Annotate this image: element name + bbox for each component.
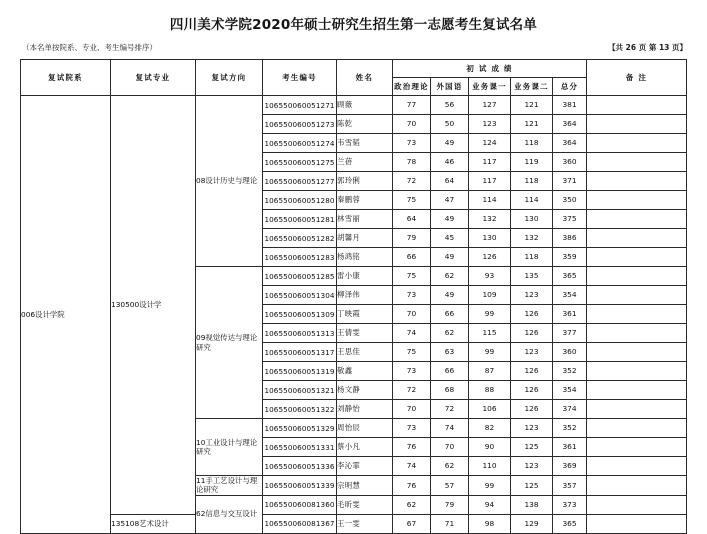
cell-politics: 75 <box>393 191 431 210</box>
col-header-course2: 业务课二 <box>511 78 553 96</box>
cell-course1: 99 <box>469 476 511 496</box>
cell-politics: 67 <box>393 514 431 533</box>
cell-course1: 99 <box>469 343 511 362</box>
cell-name: 周怡辰 <box>337 419 393 438</box>
cell-course2: 123 <box>511 457 553 476</box>
cell-course2: 132 <box>511 229 553 248</box>
cell-foreign: 66 <box>431 362 469 381</box>
col-header-dept: 复试院系 <box>21 60 111 96</box>
cell-name: 兰蓓 <box>337 153 393 172</box>
cell-remark <box>587 457 687 476</box>
cell-foreign: 72 <box>431 400 469 419</box>
cell-foreign: 49 <box>431 248 469 267</box>
cell-course1: 117 <box>469 172 511 191</box>
col-header-remark: 备 注 <box>587 60 687 96</box>
cell-foreign: 62 <box>431 457 469 476</box>
cell-name: 林雪丽 <box>337 210 393 229</box>
cell-course2: 118 <box>511 134 553 153</box>
cell-total: 361 <box>553 438 587 457</box>
cell-remark <box>587 381 687 400</box>
cell-foreign: 68 <box>431 381 469 400</box>
cell-total: 352 <box>553 362 587 381</box>
cell-course1: 90 <box>469 438 511 457</box>
cell-course1: 130 <box>469 229 511 248</box>
cell-candidate-no: 106550060051274 <box>263 134 337 153</box>
cell-foreign: 56 <box>431 96 469 115</box>
cell-course2: 119 <box>511 153 553 172</box>
cell-course1: 126 <box>469 248 511 267</box>
cell-course2: 123 <box>511 343 553 362</box>
cell-politics: 77 <box>393 96 431 115</box>
cell-total: 377 <box>553 324 587 343</box>
cell-name: 蔡小凡 <box>337 438 393 457</box>
cell-foreign: 64 <box>431 172 469 191</box>
cell-remark <box>587 343 687 362</box>
cell-politics: 73 <box>393 134 431 153</box>
table-row <box>21 514 687 533</box>
table-header <box>21 60 687 96</box>
cell-foreign: 62 <box>431 267 469 286</box>
cell-name: 郭玲俐 <box>337 172 393 191</box>
page-title: 四川美术学院2020年硕士研究生招生第一志愿考生复试名单 <box>169 17 538 33</box>
cell-politics: 73 <box>393 419 431 438</box>
cell-candidate-no: 106550060051317 <box>263 343 337 362</box>
cell-politics: 70 <box>393 305 431 324</box>
cell-total: 364 <box>553 115 587 134</box>
cell-course2: 126 <box>511 324 553 343</box>
cell-course1: 115 <box>469 324 511 343</box>
cell-remark <box>587 248 687 267</box>
document-page <box>0 13 707 528</box>
cell-candidate-no: 106550060081360 <box>263 495 337 514</box>
cell-candidate-no: 106550060051285 <box>263 267 337 286</box>
cell-course1: 94 <box>469 495 511 514</box>
cell-candidate-no: 106550060051322 <box>263 400 337 419</box>
cell-remark <box>587 362 687 381</box>
cell-politics: 74 <box>393 324 431 343</box>
cell-course2: 135 <box>511 267 553 286</box>
page-indicator: 【共 26 页 第 13 页】 <box>608 43 687 52</box>
cell-politics: 73 <box>393 362 431 381</box>
cell-total: 373 <box>553 495 587 514</box>
cell-foreign: 57 <box>431 476 469 496</box>
cell-candidate-no: 106550060051331 <box>263 438 337 457</box>
cell-remark <box>587 305 687 324</box>
col-header-direction: 复试方向 <box>196 60 263 96</box>
cell-course2: 126 <box>511 381 553 400</box>
cell-course1: 123 <box>469 115 511 134</box>
cell-remark <box>587 172 687 191</box>
col-header-candidate-no: 考生编号 <box>263 60 337 96</box>
cell-total: 375 <box>553 210 587 229</box>
cell-total: 365 <box>553 267 587 286</box>
cell-dept: 006设计学院 <box>21 96 111 534</box>
cell-remark <box>587 495 687 514</box>
cell-direction: 62信息与交互设计 <box>196 495 263 533</box>
cell-candidate-no: 106550060051282 <box>263 229 337 248</box>
cell-course2: 121 <box>511 115 553 134</box>
cell-foreign: 49 <box>431 134 469 153</box>
cell-candidate-no: 106550060051319 <box>263 362 337 381</box>
cell-course1: 127 <box>469 96 511 115</box>
cell-candidate-no: 106550060051277 <box>263 172 337 191</box>
cell-foreign: 66 <box>431 305 469 324</box>
cell-candidate-no: 106550060051304 <box>263 286 337 305</box>
col-header-name: 姓名 <box>337 60 393 96</box>
cell-major: 135108艺术设计 <box>111 514 196 533</box>
header-row-primary <box>21 60 687 78</box>
cell-course1: 132 <box>469 210 511 229</box>
cell-foreign: 70 <box>431 438 469 457</box>
cell-total: 369 <box>553 457 587 476</box>
cell-name: 李沁霏 <box>337 457 393 476</box>
cell-course2: 138 <box>511 495 553 514</box>
cell-politics: 75 <box>393 343 431 362</box>
cell-course1: 98 <box>469 514 511 533</box>
cell-course2: 126 <box>511 305 553 324</box>
cell-politics: 74 <box>393 457 431 476</box>
cell-politics: 72 <box>393 381 431 400</box>
cell-remark <box>587 229 687 248</box>
cell-name: 宗明慧 <box>337 476 393 496</box>
cell-politics: 62 <box>393 495 431 514</box>
cell-total: 360 <box>553 343 587 362</box>
cell-course2: 129 <box>511 514 553 533</box>
cell-total: 374 <box>553 400 587 419</box>
cell-candidate-no: 106550060051321 <box>263 381 337 400</box>
cell-politics: 64 <box>393 210 431 229</box>
cell-name: 陈乾 <box>337 115 393 134</box>
cell-candidate-no: 106550060051271 <box>263 96 337 115</box>
cell-course2: 114 <box>511 191 553 210</box>
cell-remark <box>587 134 687 153</box>
cell-name: 杨文静 <box>337 381 393 400</box>
cell-total: 365 <box>553 514 587 533</box>
cell-course1: 88 <box>469 381 511 400</box>
cell-politics: 70 <box>393 400 431 419</box>
cell-course1: 87 <box>469 362 511 381</box>
cell-course2: 130 <box>511 210 553 229</box>
col-header-major: 复试专业 <box>111 60 196 96</box>
cell-name: 王一雯 <box>337 514 393 533</box>
cell-remark <box>587 286 687 305</box>
cell-course2: 121 <box>511 96 553 115</box>
cell-candidate-no: 106550060051273 <box>263 115 337 134</box>
cell-foreign: 74 <box>431 419 469 438</box>
cell-politics: 78 <box>393 153 431 172</box>
cell-total: 350 <box>553 191 587 210</box>
cell-candidate-no: 106550060051280 <box>263 191 337 210</box>
cell-course1: 117 <box>469 153 511 172</box>
cell-foreign: 49 <box>431 210 469 229</box>
cell-name: 毛昕雯 <box>337 495 393 514</box>
cell-course2: 126 <box>511 400 553 419</box>
cell-course1: 82 <box>469 419 511 438</box>
col-header-course1: 业务课一 <box>469 78 511 96</box>
cell-foreign: 45 <box>431 229 469 248</box>
cell-foreign: 71 <box>431 514 469 533</box>
cell-remark <box>587 514 687 533</box>
cell-remark <box>587 476 687 496</box>
cell-direction: 09视觉传达与理论研究 <box>196 267 263 419</box>
cell-politics: 76 <box>393 438 431 457</box>
cell-course2: 123 <box>511 419 553 438</box>
cell-course2: 118 <box>511 172 553 191</box>
cell-course1: 93 <box>469 267 511 286</box>
cell-total: 354 <box>553 286 587 305</box>
cell-remark <box>587 267 687 286</box>
cell-candidate-no: 106550060051336 <box>263 457 337 476</box>
cell-foreign: 50 <box>431 115 469 134</box>
cell-foreign: 47 <box>431 191 469 210</box>
cell-course1: 106 <box>469 400 511 419</box>
cell-remark <box>587 324 687 343</box>
cell-remark <box>587 438 687 457</box>
cell-direction: 10工业设计与理论研究 <box>196 419 263 476</box>
cell-total: 361 <box>553 305 587 324</box>
cell-politics: 76 <box>393 476 431 496</box>
cell-total: 381 <box>553 96 587 115</box>
cell-politics: 70 <box>393 115 431 134</box>
cell-name: 王倩雯 <box>337 324 393 343</box>
cell-politics: 79 <box>393 229 431 248</box>
cell-remark <box>587 115 687 134</box>
candidate-roster-table <box>20 59 687 534</box>
cell-candidate-no: 106550060051339 <box>263 476 337 496</box>
cell-foreign: 49 <box>431 286 469 305</box>
cell-candidate-no: 106550060051329 <box>263 419 337 438</box>
sort-note: （本名单按院系、专业、考生编号排序） <box>22 43 157 52</box>
cell-course2: 125 <box>511 476 553 496</box>
cell-course1: 110 <box>469 457 511 476</box>
cell-major: 130500设计学 <box>111 96 196 515</box>
cell-name: 胡馨月 <box>337 229 393 248</box>
cell-remark <box>587 191 687 210</box>
cell-remark <box>587 400 687 419</box>
cell-name: 秦鹏蓉 <box>337 191 393 210</box>
cell-politics: 75 <box>393 267 431 286</box>
cell-total: 359 <box>553 248 587 267</box>
cell-name: 杨鸿铭 <box>337 248 393 267</box>
cell-foreign: 46 <box>431 153 469 172</box>
cell-name: 韦雪韬 <box>337 134 393 153</box>
cell-total: 354 <box>553 381 587 400</box>
cell-remark <box>587 96 687 115</box>
cell-total: 357 <box>553 476 587 496</box>
table-body <box>21 96 687 534</box>
cell-foreign: 63 <box>431 343 469 362</box>
col-header-score-group: 初 试 成 绩 <box>393 60 587 78</box>
cell-candidate-no: 106550060081367 <box>263 514 337 533</box>
cell-remark <box>587 153 687 172</box>
cell-total: 371 <box>553 172 587 191</box>
cell-politics: 66 <box>393 248 431 267</box>
col-header-politics: 政治理论 <box>393 78 431 96</box>
cell-course2: 118 <box>511 248 553 267</box>
cell-course1: 114 <box>469 191 511 210</box>
cell-total: 352 <box>553 419 587 438</box>
cell-name: 王思佳 <box>337 343 393 362</box>
cell-direction: 08设计历史与理论 <box>196 96 263 267</box>
cell-total: 364 <box>553 134 587 153</box>
cell-total: 360 <box>553 153 587 172</box>
table-row <box>21 96 687 115</box>
cell-name: 雷小康 <box>337 267 393 286</box>
cell-remark <box>587 210 687 229</box>
cell-politics: 72 <box>393 172 431 191</box>
cell-remark <box>587 419 687 438</box>
subheader <box>0 42 707 53</box>
cell-foreign: 79 <box>431 495 469 514</box>
col-header-foreign: 外国语 <box>431 78 469 96</box>
cell-course2: 126 <box>511 362 553 381</box>
cell-foreign: 62 <box>431 324 469 343</box>
cell-direction: 11手工艺设计与理论研究 <box>196 476 263 496</box>
cell-name: 刘静怡 <box>337 400 393 419</box>
cell-name: 柳泽伟 <box>337 286 393 305</box>
cell-name: 顾薇 <box>337 96 393 115</box>
col-header-total: 总分 <box>553 78 587 96</box>
cell-course1: 124 <box>469 134 511 153</box>
cell-course1: 99 <box>469 305 511 324</box>
cell-total: 386 <box>553 229 587 248</box>
cell-name: 敬鑫 <box>337 362 393 381</box>
cell-name: 丁映霞 <box>337 305 393 324</box>
cell-course2: 123 <box>511 286 553 305</box>
cell-candidate-no: 106550060051309 <box>263 305 337 324</box>
cell-course2: 125 <box>511 438 553 457</box>
cell-candidate-no: 106550060051281 <box>263 210 337 229</box>
cell-candidate-no: 106550060051283 <box>263 248 337 267</box>
cell-candidate-no: 106550060051275 <box>263 153 337 172</box>
cell-course1: 109 <box>469 286 511 305</box>
cell-candidate-no: 106550060051313 <box>263 324 337 343</box>
cell-politics: 73 <box>393 286 431 305</box>
